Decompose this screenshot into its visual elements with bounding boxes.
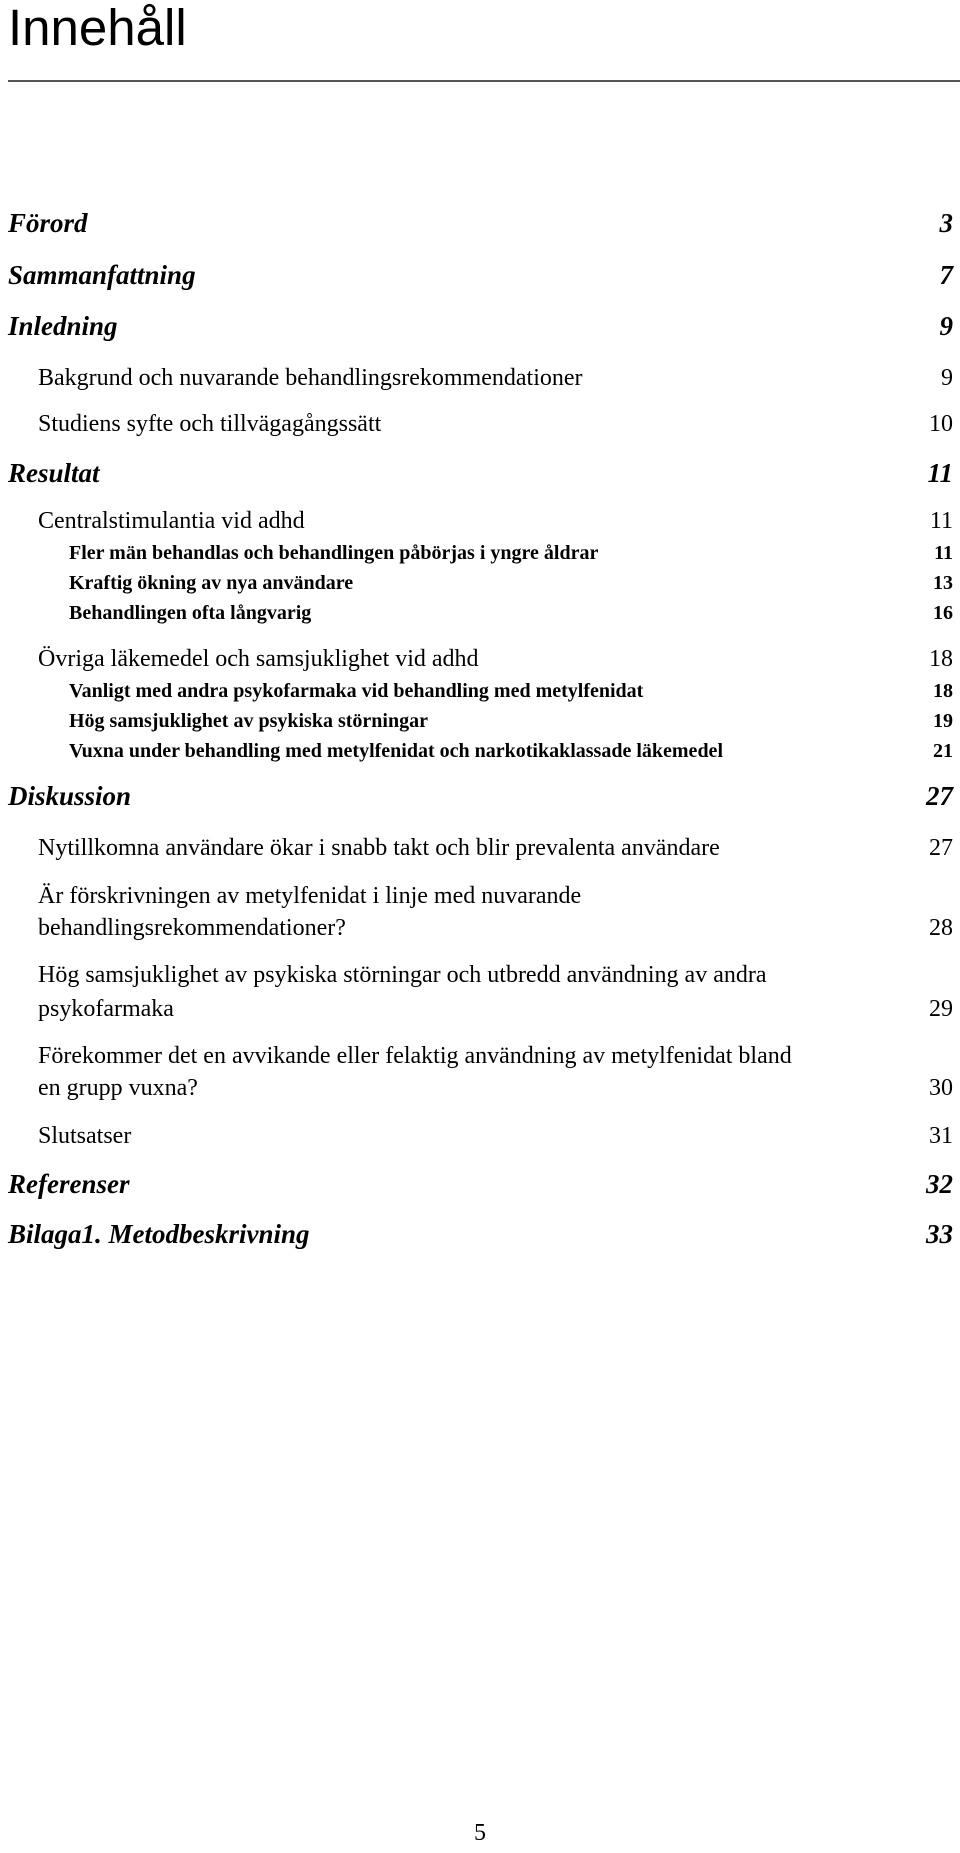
toc-entry-page: 11: [934, 542, 953, 564]
toc-entry-label: Nytillkomna användare ökar i snabb takt och blir prevalenta användare: [38, 835, 720, 861]
toc-entry-label-continued: psykofarmaka: [38, 996, 174, 1022]
toc-entry-page: 11: [927, 458, 953, 488]
toc-entry-page: 9: [941, 365, 953, 391]
toc-entry-page: 18: [933, 680, 953, 702]
toc-entry-label: Inledning: [8, 311, 118, 341]
toc-entry-label-continued: behandlingsrekommendationer?: [38, 915, 346, 941]
toc-entry-page: 9: [939, 311, 953, 341]
toc-entry-label: Förord: [8, 208, 88, 238]
toc-entry-label: Studiens syfte och tillvägagångssätt: [38, 411, 382, 437]
toc-entry-label: Hög samsjuklighet av psykiska störningar och utbredd användning av andra: [38, 962, 767, 988]
toc-entry-page: 3: [939, 208, 953, 238]
toc-entry-page: 29: [929, 996, 953, 1022]
toc-entry-label-continued: en grupp vuxna?: [38, 1075, 198, 1101]
toc-entry-page: 18: [929, 646, 953, 672]
toc-entry-page: 28: [929, 915, 953, 941]
page-number: 5: [474, 1820, 486, 1846]
toc-entry-label: Centralstimulantia vid adhd: [38, 508, 305, 534]
toc-entry-label: Övriga läkemedel och samsjuklighet vid adhd: [38, 646, 479, 672]
toc-entry-label: Behandlingen ofta långvarig: [69, 602, 312, 624]
toc-entry-label: Förekommer det en avvikande eller felaktig användning av metylfenidat bland: [38, 1043, 792, 1069]
toc-entry-page: 30: [929, 1075, 953, 1101]
toc-entry-label: Slutsatser: [38, 1123, 132, 1149]
toc-entry-page: 16: [933, 602, 953, 624]
toc-entry-label: Referenser: [8, 1169, 130, 1199]
toc-entry-label: Diskussion: [8, 781, 132, 811]
toc-entry-label: Bilaga1. Metodbeskrivning: [8, 1219, 310, 1249]
toc-entry-page: 21: [933, 740, 953, 762]
toc-entry-label: Kraftig ökning av nya användare: [69, 572, 354, 594]
toc-entry-page: 19: [933, 710, 953, 732]
toc-entry-label: Resultat: [8, 458, 100, 488]
page-title: Innehåll: [8, 0, 187, 56]
toc-entry-label: Sammanfattning: [8, 260, 196, 290]
toc-entry-page: 33: [926, 1219, 953, 1249]
toc-entry-label: Fler män behandlas och behandlingen påbörjas i yngre åldrar: [69, 542, 599, 564]
toc-entry-page: 10: [929, 411, 953, 437]
toc-entry-label: Bakgrund och nuvarande behandlingsrekommendationer: [38, 365, 583, 391]
toc-entry-page: 13: [933, 572, 953, 594]
toc-entry-label: Vanligt med andra psykofarmaka vid behandling med metylfenidat: [69, 680, 644, 702]
toc-entry-page: 27: [929, 835, 953, 861]
toc-entry-label: Hög samsjuklighet av psykiska störningar: [69, 710, 428, 732]
toc-entry-page: 11: [929, 508, 953, 534]
toc-entry-page: 32: [926, 1169, 953, 1199]
toc-entry-page: 7: [939, 260, 953, 290]
toc-entry-page: 31: [929, 1123, 953, 1149]
toc-entry-label: Är förskrivningen av metylfenidat i linje med nuvarande: [38, 883, 582, 909]
toc-entry-page: 27: [926, 781, 953, 811]
toc-entry-label: Vuxna under behandling med metylfenidat och narkotikaklassade läkemedel: [69, 740, 723, 762]
